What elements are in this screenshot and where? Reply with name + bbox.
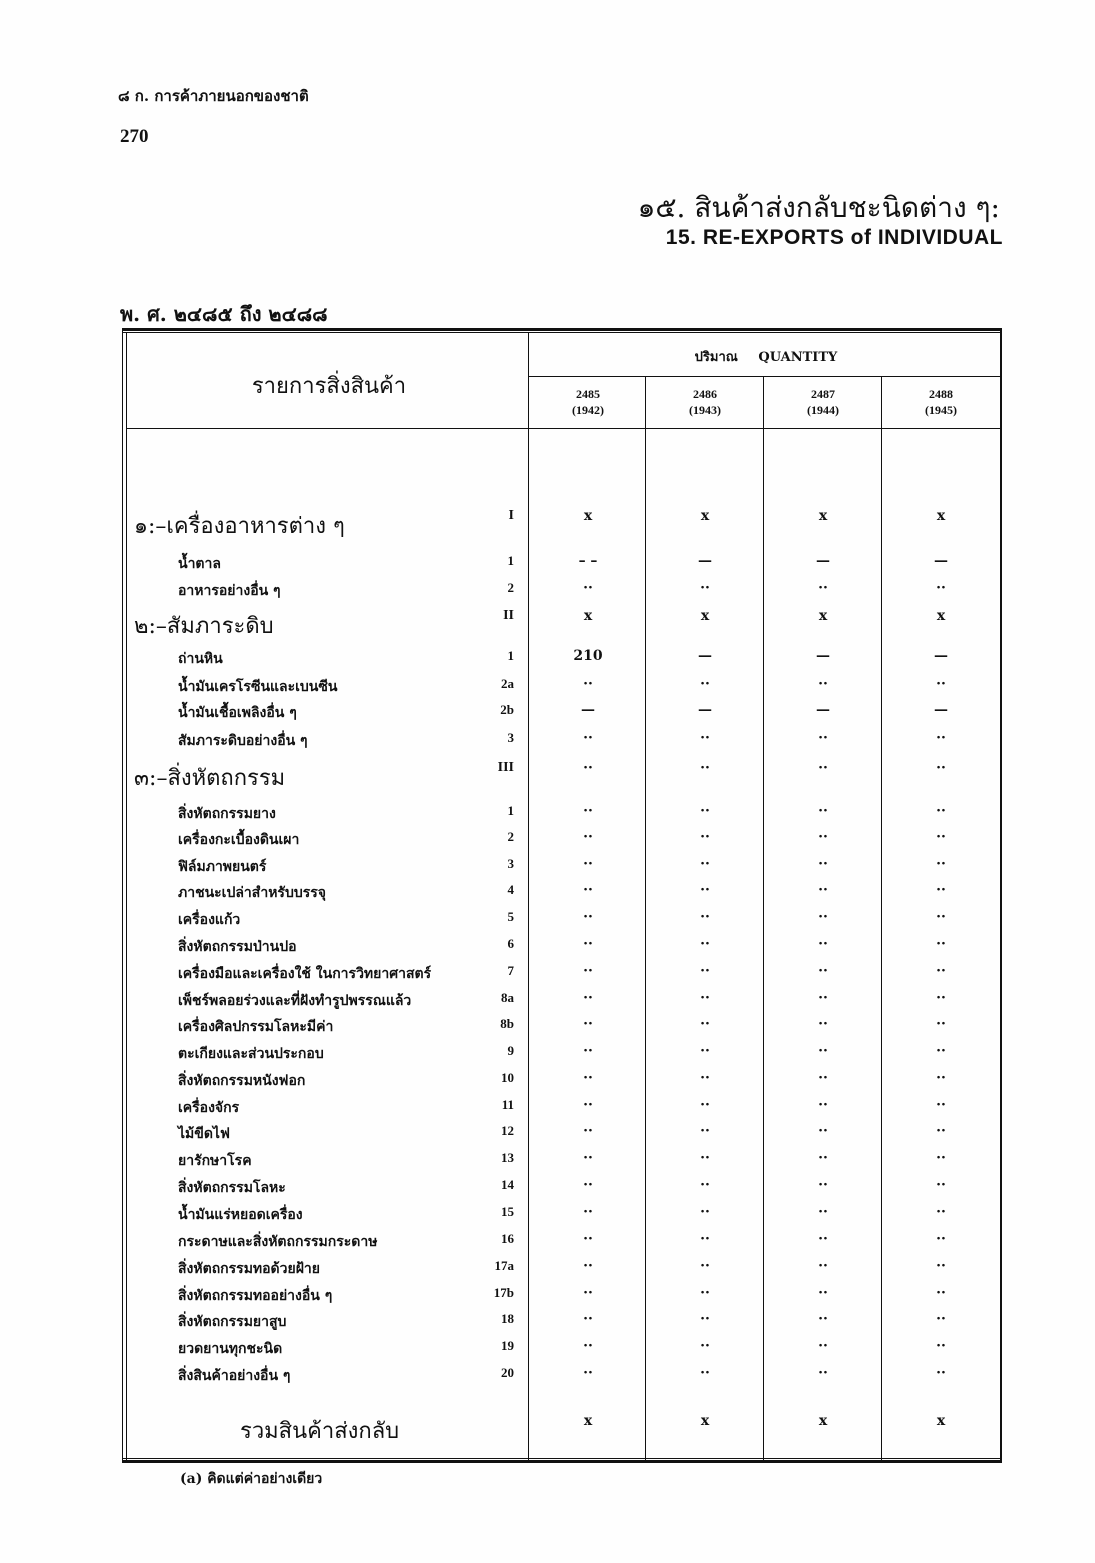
year-be: 2487 [811, 387, 835, 401]
year-ce: (1944) [807, 403, 839, 417]
item-label: เครื่องศิลปกรรมโลหะมีค่า [178, 1019, 334, 1035]
item-code: 17b [493, 1285, 514, 1300]
item-label: กระดาษและสิ่งหัตถกรรมกระดาษ [178, 1234, 378, 1250]
quantity-cell: ·· [818, 1097, 828, 1113]
item-code: 15 [501, 1204, 514, 1219]
quantity-cell: ·· [936, 1338, 946, 1354]
table-row [0, 1258, 1095, 1284]
quantity-cell: ·· [818, 1338, 828, 1354]
item-label: สัมภาระดิบอย่างอื่น ๆ [178, 733, 308, 749]
quantity-cell: ·· [936, 909, 946, 925]
year-be: 2485 [576, 387, 600, 401]
quantity-cell: ·· [700, 1097, 710, 1113]
table-row [0, 648, 1095, 674]
quantity-cell: ·· [700, 963, 710, 979]
quantity-cell: 210 [573, 648, 603, 664]
quantity-cell: ·· [583, 760, 593, 776]
title-thai: ๑๕. สินค้าส่งกลับชะนิดต่าง ๆ: [637, 191, 1000, 224]
quantity-cell: ·· [818, 1177, 828, 1193]
table-row [0, 580, 1095, 606]
quantity-cell: ·· [700, 1016, 710, 1032]
quantity-cell: ·· [936, 1043, 946, 1059]
quantity-cell: ·· [818, 1365, 828, 1381]
quantity-cell: ·· [700, 1338, 710, 1354]
table-row [0, 1413, 1095, 1444]
quantity-cell: ·· [583, 1097, 593, 1113]
quantity-cell: ·· [700, 1231, 710, 1247]
quantity-cell: ·· [936, 1070, 946, 1086]
quantity-cell: — [934, 553, 948, 569]
quantity-cell: ·· [936, 1285, 946, 1301]
quantity-cell: ·· [700, 829, 710, 845]
quantity-cell: ·· [936, 1123, 946, 1139]
item-label: ยารักษาโรค [178, 1153, 252, 1169]
quantity-cell: ·· [700, 1285, 710, 1301]
quantity-cell: ·· [583, 856, 593, 872]
quantity-cell: x [583, 508, 593, 524]
quantity-cell: x [818, 508, 828, 524]
item-label: สิ่งหัตถกรรมโลหะ [178, 1180, 286, 1196]
item-label: สิ่งหัตถกรรมทอด้วยฝ้าย [178, 1261, 320, 1277]
quantity-cell: ·· [818, 1043, 828, 1059]
item-label: ภาชนะเปล่าสำหรับบรรจุ [178, 885, 326, 901]
item-code: 7 [507, 963, 514, 978]
quantity-cell: x [700, 1413, 710, 1429]
item-column-header: รายการสิ่งสินค้า [251, 374, 407, 399]
quantity-cell: ·· [936, 803, 946, 819]
quantity-cell: ·· [583, 829, 593, 845]
quantity-cell: — [581, 702, 595, 718]
table-row [0, 1123, 1095, 1149]
quantity-cell: ·· [936, 1231, 946, 1247]
quantity-cell: ·· [818, 1231, 828, 1247]
year-be: 2488 [929, 387, 953, 401]
total-label: รวมสินค้าส่งกลับ [240, 1419, 400, 1444]
quantity-cell: ·· [700, 856, 710, 872]
quantity-cell: ·· [583, 1016, 593, 1032]
item-label: น้ำมันเครโรซีนและเบนซีน [178, 679, 338, 695]
year-header-1943 [647, 386, 763, 418]
quantity-cell: ·· [818, 882, 828, 898]
quantity-cell: ·· [583, 580, 593, 596]
item-code: I [508, 508, 514, 523]
quantity-cell: ·· [583, 1043, 593, 1059]
quantity-cell: ·· [818, 760, 828, 776]
year-header-1942 [530, 386, 646, 418]
section-label: ๑:–เครื่องอาหารต่าง ๆ [134, 514, 345, 539]
quantity-cell: ·· [700, 1150, 710, 1166]
quantity-cell: ·· [583, 1204, 593, 1220]
quantity-cell: ·· [936, 580, 946, 596]
quantity-cell: ·· [818, 990, 828, 1006]
quantity-cell: ·· [583, 882, 593, 898]
quantity-cell: ·· [936, 1365, 946, 1381]
year-ce: (1942) [572, 403, 604, 417]
item-label: สิ่งหัตถกรรมทออย่างอื่น ๆ [178, 1288, 333, 1304]
quantity-cell: — [698, 648, 712, 664]
quantity-cell: x [936, 1413, 946, 1429]
quantity-cell: ·· [818, 676, 828, 692]
item-code: 12 [501, 1123, 514, 1138]
quantity-cell: ·· [818, 1204, 828, 1220]
quantity-cell: — [934, 702, 948, 718]
quantity-cell: ·· [700, 990, 710, 1006]
quantity-cell: — [698, 702, 712, 718]
item-code: 2 [507, 829, 514, 844]
quantity-cell: ·· [818, 963, 828, 979]
quantity-cell: x [818, 1413, 828, 1429]
quantity-cell: ·· [936, 1177, 946, 1193]
quantity-cell: ·· [936, 1150, 946, 1166]
item-label: สิ่งหัตถกรรมป่านปอ [178, 939, 297, 955]
table-row [0, 1097, 1095, 1123]
quantity-cell: x [583, 608, 593, 624]
item-label: สิ่งหัตถกรรมหนังฟอก [178, 1073, 306, 1089]
item-code: II [503, 608, 514, 623]
quantity-cell: ·· [936, 882, 946, 898]
quantity-cell: — [816, 702, 830, 718]
page-number: 270 [120, 126, 149, 147]
quantity-cell: ·· [936, 1258, 946, 1274]
item-code: 1 [507, 803, 514, 818]
quantity-cell: ·· [583, 1070, 593, 1086]
quantity-cell: ·· [818, 936, 828, 952]
item-label: น้ำมันเชื้อเพลิงอื่น ๆ [178, 705, 297, 721]
quantity-cell: ·· [700, 1365, 710, 1381]
quantity-cell: ·· [700, 936, 710, 952]
table-row [0, 1311, 1095, 1337]
quantity-cell: x [818, 608, 828, 624]
table-row [0, 1177, 1095, 1203]
item-label: เครื่องมือและเครื่องใช้ ในการวิทยาศาสตร์ [178, 966, 432, 982]
item-code: 6 [507, 936, 514, 951]
quantity-cell: ·· [583, 730, 593, 746]
quantity-cell: ·· [818, 580, 828, 596]
table-row [0, 760, 1095, 791]
quantity-cell: — [698, 553, 712, 569]
quantity-cell: ·· [583, 1311, 593, 1327]
quantity-header-english: QUANTITY [758, 350, 838, 365]
quantity-header [530, 346, 1002, 367]
quantity-cell: ·· [700, 676, 710, 692]
item-label: น้ำตาล [178, 556, 221, 572]
period-label: พ. ศ. ๒๔๘๕ ถึง ๒๔๘๘ [120, 302, 328, 326]
quantity-cell: ·· [936, 1311, 946, 1327]
item-code: 4 [507, 882, 514, 897]
table-row [0, 882, 1095, 908]
table-row [0, 1043, 1095, 1069]
table-row [0, 1231, 1095, 1257]
quantity-cell: ·· [700, 803, 710, 819]
table-row [0, 856, 1095, 882]
table-row [0, 803, 1095, 829]
quantity-cell: ·· [700, 1177, 710, 1193]
item-label: ถ่านหิน [178, 651, 223, 667]
quantity-cell: ·· [818, 1070, 828, 1086]
item-label: ตะเกียงและส่วนประกอบ [178, 1046, 324, 1062]
quantity-cell: ·· [936, 730, 946, 746]
item-code: 17a [494, 1258, 514, 1273]
year-ce: (1945) [925, 403, 957, 417]
item-code: 18 [501, 1311, 514, 1326]
quantity-cell: ·· [700, 730, 710, 746]
table-row [0, 676, 1095, 702]
quantity-cell: ·· [818, 803, 828, 819]
table-row [0, 829, 1095, 855]
table-row [0, 608, 1095, 639]
item-label: ยวดยานทุกชะนิด [178, 1341, 283, 1357]
quantity-cell: ·· [583, 963, 593, 979]
quantity-cell: ·· [700, 1204, 710, 1220]
quantity-cell: ·· [700, 760, 710, 776]
quantity-cell: ·· [936, 1016, 946, 1032]
quantity-cell: ·· [583, 936, 593, 952]
year-be: 2486 [693, 387, 717, 401]
quantity-cell: ·· [936, 676, 946, 692]
item-code: 8b [500, 1016, 514, 1031]
quantity-cell: ·· [700, 1123, 710, 1139]
item-code: III [497, 760, 514, 775]
table-row [0, 553, 1095, 579]
year-ce: (1943) [689, 403, 721, 417]
quantity-cell: ·· [818, 909, 828, 925]
item-code: 2b [500, 702, 514, 717]
quantity-cell: ·· [583, 1338, 593, 1354]
table-row [0, 702, 1095, 728]
quantity-cell: ·· [583, 803, 593, 819]
item-label: เครื่องจักร [178, 1100, 240, 1116]
quantity-cell: ·· [583, 990, 593, 1006]
quantity-cell: ·· [700, 1070, 710, 1086]
quantity-cell: ·· [583, 1285, 593, 1301]
quantity-cell: ·· [700, 1311, 710, 1327]
quantity-cell: ·· [818, 1123, 828, 1139]
footnote: (a) คิดแต่ค่าอย่างเดียว [180, 1471, 323, 1487]
item-code: 13 [501, 1150, 514, 1165]
item-code: 3 [507, 856, 514, 871]
item-code: 5 [507, 909, 514, 924]
table-row [0, 1338, 1095, 1364]
table-row [0, 1150, 1095, 1176]
item-code: 2 [507, 580, 514, 595]
quantity-cell: ·· [700, 882, 710, 898]
quantity-cell: x [583, 1413, 593, 1429]
title-english: 15. RE-EXPORTS of INDIVIDUAL [665, 226, 1003, 249]
quantity-cell: x [936, 508, 946, 524]
item-code: 3 [507, 730, 514, 745]
item-label: เครื่องกะเบื้องดินเผา [178, 832, 300, 848]
year-header-1944 [765, 386, 881, 418]
item-label: ฟิล์มภาพยนตร์ [178, 859, 267, 875]
item-code: 19 [501, 1338, 514, 1353]
quantity-cell: ·· [583, 1258, 593, 1274]
table-row [0, 1016, 1095, 1042]
quantity-cell: — [934, 648, 948, 664]
quantity-cell: ·· [583, 1123, 593, 1139]
item-label: น้ำมันแร่หยอดเครื่อง [178, 1207, 303, 1223]
quantity-cell: ·· [818, 829, 828, 845]
item-code: 20 [501, 1365, 514, 1380]
quantity-cell: ·· [583, 1177, 593, 1193]
quantity-cell: ·· [936, 1204, 946, 1220]
quantity-cell: ·· [583, 676, 593, 692]
item-label: เครื่องแก้ว [178, 912, 241, 928]
quantity-cell: — [816, 648, 830, 664]
table-row [0, 730, 1095, 756]
item-code: 2a [501, 676, 514, 691]
quantity-cell: ·· [583, 1365, 593, 1381]
item-label: อาหารอย่างอื่น ๆ [178, 583, 281, 599]
item-code: 1 [507, 553, 514, 568]
quantity-cell: ·· [700, 580, 710, 596]
item-code: 11 [501, 1097, 514, 1112]
item-code: 1 [507, 648, 514, 663]
quantity-cell: ·· [700, 1043, 710, 1059]
quantity-cell: ·· [583, 1150, 593, 1166]
quantity-header-thai: ปริมาณ [694, 350, 738, 365]
table-row [0, 990, 1095, 1016]
running-head: ๘ ก. การค้าภายนอกของชาติ [118, 87, 309, 105]
quantity-cell: — [816, 553, 830, 569]
table-row [0, 909, 1095, 935]
item-code: 8a [501, 990, 514, 1005]
quantity-cell: ·· [818, 856, 828, 872]
quantity-cell: ·· [700, 1258, 710, 1274]
item-code: 16 [501, 1231, 514, 1246]
item-code: 9 [507, 1043, 514, 1058]
table-row [0, 1285, 1095, 1311]
quantity-cell: ·· [936, 856, 946, 872]
quantity-cell: ·· [936, 829, 946, 845]
section-label: ๓:–สิ่งหัตถกรรม [134, 766, 286, 791]
quantity-cell: x [700, 508, 710, 524]
item-label: สิ่งสินค้าอย่างอื่น ๆ [178, 1368, 291, 1384]
table-row [0, 936, 1095, 962]
table-row [0, 963, 1095, 989]
item-label: เพ็ชร์พลอยร่วงและที่ฝังทำรูปพรรณแล้ว [178, 993, 412, 1009]
quantity-cell: ·· [818, 1285, 828, 1301]
table-row [0, 508, 1095, 539]
item-label: สิ่งหัตถกรรมยาง [178, 806, 276, 822]
item-code: 10 [501, 1070, 514, 1085]
quantity-cell: ·· [818, 1311, 828, 1327]
section-label: ๒:–สัมภาระดิบ [134, 614, 274, 639]
item-label: สิ่งหัตถกรรมยาสูบ [178, 1314, 287, 1330]
year-header-1945 [883, 386, 999, 418]
quantity-cell: ·· [583, 1231, 593, 1247]
quantity-cell: ·· [818, 1016, 828, 1032]
quantity-cell: ·· [583, 909, 593, 925]
quantity-cell: x [936, 608, 946, 624]
quantity-cell: – – [578, 553, 598, 569]
table-row [0, 1204, 1095, 1230]
quantity-cell: ·· [936, 963, 946, 979]
table-row [0, 1070, 1095, 1096]
quantity-cell: x [700, 608, 710, 624]
quantity-cell: ·· [936, 990, 946, 1006]
quantity-cell: ·· [936, 1097, 946, 1113]
quantity-cell: ·· [818, 1258, 828, 1274]
item-label: ไม้ขีดไฟ [178, 1126, 230, 1142]
quantity-cell: ·· [818, 730, 828, 746]
quantity-cell: ·· [936, 760, 946, 776]
quantity-cell: ·· [700, 909, 710, 925]
quantity-cell: ·· [936, 936, 946, 952]
quantity-cell: ·· [818, 1150, 828, 1166]
table-row [0, 1365, 1095, 1391]
item-code: 14 [501, 1177, 514, 1192]
